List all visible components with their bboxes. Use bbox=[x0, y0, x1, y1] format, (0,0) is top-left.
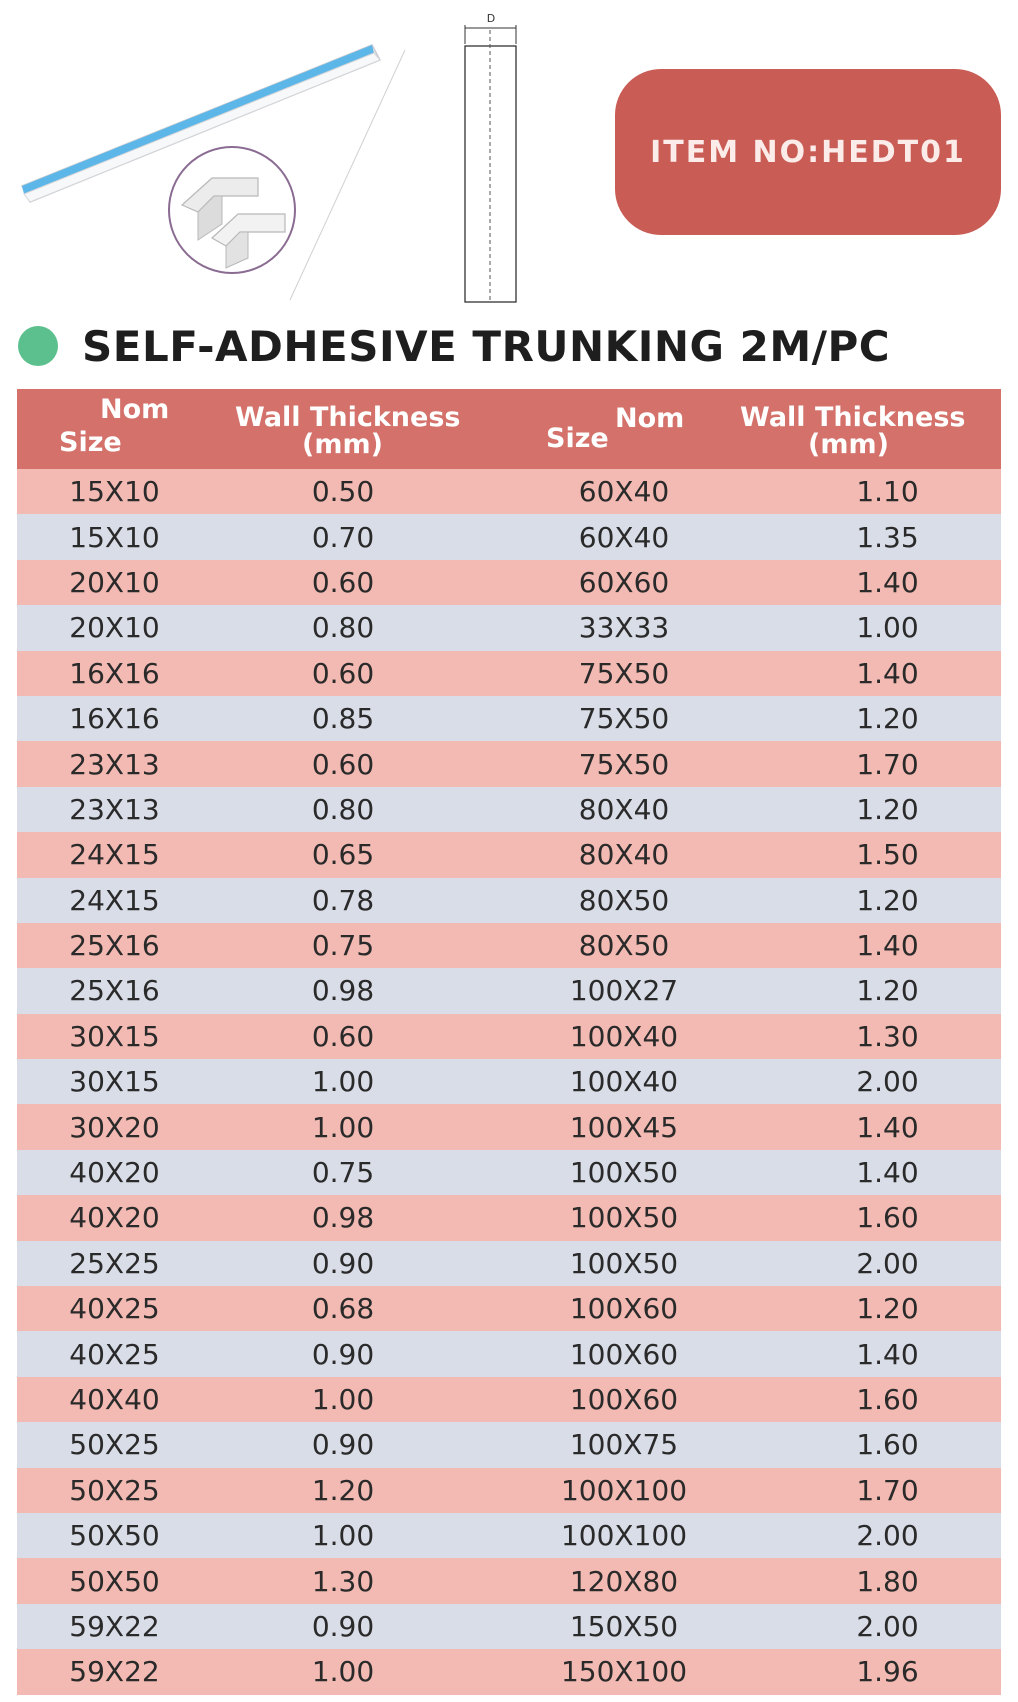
left-size-cell: 20X10 bbox=[69, 565, 160, 599]
right-thickness-cell: 1.96 bbox=[856, 1655, 919, 1689]
right-thickness-cell: 1.30 bbox=[856, 1019, 919, 1053]
left-size-cell: 50X25 bbox=[69, 1473, 160, 1507]
left-thickness-cell: 1.00 bbox=[311, 1110, 375, 1144]
right-thickness-cell: 1.35 bbox=[856, 520, 919, 554]
left-thickness-cell: 0.60 bbox=[311, 747, 375, 781]
left-thickness-cell: 0.68 bbox=[311, 1292, 375, 1326]
left-size-cell: 40X25 bbox=[69, 1337, 160, 1371]
left-thickness-cell: 0.60 bbox=[311, 1019, 375, 1053]
left-size-cell: 40X20 bbox=[69, 1156, 160, 1190]
right-thickness-cell: 1.40 bbox=[856, 1337, 919, 1371]
table-row bbox=[17, 1014, 1001, 1059]
left-size-cell: 40X20 bbox=[69, 1201, 160, 1235]
table-row bbox=[17, 560, 1001, 605]
left-size-cell: 50X50 bbox=[69, 1519, 160, 1553]
table-row bbox=[17, 1604, 1001, 1649]
right-size-cell: 100X60 bbox=[569, 1292, 679, 1326]
right-thickness-cell: 1.70 bbox=[856, 1473, 919, 1507]
table-row bbox=[17, 1513, 1001, 1558]
table-row bbox=[17, 1331, 1001, 1376]
left-thickness-cell: 1.00 bbox=[311, 1383, 375, 1416]
left-size-cell: 30X15 bbox=[69, 1065, 160, 1099]
right-thickness-cell: 1.40 bbox=[856, 929, 919, 963]
right-size-cell: 80X40 bbox=[578, 838, 670, 872]
left-size-cell: 40X25 bbox=[69, 1292, 160, 1326]
table-row bbox=[17, 1150, 1001, 1195]
left-thickness-cell: 0.98 bbox=[311, 974, 375, 1008]
left-thickness-cell: 0.90 bbox=[311, 1246, 375, 1280]
right-thickness-cell: 1.20 bbox=[856, 702, 919, 736]
right-size-cell: 80X50 bbox=[578, 929, 670, 963]
left-size-cell: 20X10 bbox=[69, 611, 160, 645]
header-right-nom: Nom bbox=[615, 403, 685, 434]
right-size-cell: 60X40 bbox=[578, 475, 670, 509]
left-thickness-cell: 0.60 bbox=[311, 565, 375, 599]
left-thickness-cell: 0.90 bbox=[311, 1609, 375, 1643]
left-thickness-cell: 0.98 bbox=[311, 1201, 375, 1235]
table-row bbox=[17, 1241, 1001, 1286]
table-row bbox=[17, 1286, 1001, 1331]
left-size-cell: 50X50 bbox=[69, 1564, 160, 1598]
header-right-wall-thickness: Wall Thickness bbox=[740, 402, 966, 433]
table-row bbox=[17, 787, 1001, 832]
right-size-cell: 100X60 bbox=[569, 1337, 679, 1371]
right-size-cell: 75X50 bbox=[578, 747, 670, 781]
right-thickness-cell: 2.00 bbox=[856, 1519, 919, 1553]
left-thickness-cell: 1.20 bbox=[311, 1473, 375, 1507]
table-row bbox=[17, 1422, 1001, 1467]
left-size-cell: 30X20 bbox=[69, 1110, 160, 1144]
left-thickness-cell: 1.00 bbox=[311, 1519, 375, 1553]
right-thickness-cell: 1.80 bbox=[856, 1564, 919, 1598]
table-row bbox=[17, 605, 1001, 650]
left-size-cell: 24X15 bbox=[69, 883, 160, 917]
left-size-cell: 30X15 bbox=[69, 1019, 160, 1053]
table-header bbox=[17, 389, 1001, 469]
left-thickness-cell: 0.50 bbox=[311, 475, 375, 509]
right-thickness-cell: 1.20 bbox=[856, 974, 919, 1008]
left-thickness-cell: 1.30 bbox=[311, 1564, 375, 1598]
table-row bbox=[17, 878, 1001, 923]
left-size-cell: 40X40 bbox=[69, 1383, 160, 1416]
table-row bbox=[17, 469, 1001, 514]
left-size-cell: 24X15 bbox=[69, 838, 160, 872]
right-thickness-cell: 2.00 bbox=[856, 1065, 919, 1099]
right-size-cell: 60X40 bbox=[578, 520, 670, 554]
right-thickness-cell: 1.20 bbox=[856, 1292, 919, 1326]
left-thickness-cell: 1.00 bbox=[311, 1065, 375, 1099]
right-size-cell: 100X27 bbox=[569, 974, 679, 1008]
left-size-cell: 50X25 bbox=[69, 1428, 160, 1462]
header-right-unit: (mm) bbox=[808, 429, 889, 460]
right-size-cell: 100X40 bbox=[569, 1065, 679, 1099]
right-size-cell: 100X45 bbox=[569, 1110, 679, 1144]
left-size-cell: 25X25 bbox=[69, 1246, 160, 1280]
header-left-unit: (mm) bbox=[302, 429, 383, 460]
right-thickness-cell: 1.40 bbox=[856, 1156, 919, 1190]
right-size-cell: 60X60 bbox=[578, 565, 670, 599]
left-thickness-cell: 0.65 bbox=[311, 838, 375, 872]
page-title: SELF-ADHESIVE TRUNKING 2M/PC bbox=[82, 321, 891, 371]
left-size-cell: 15X10 bbox=[69, 520, 160, 554]
right-thickness-cell: 1.20 bbox=[856, 792, 919, 826]
table-row bbox=[17, 968, 1001, 1013]
left-thickness-cell: 0.90 bbox=[311, 1428, 375, 1462]
table-row bbox=[17, 651, 1001, 696]
spec-table bbox=[17, 389, 1001, 1695]
item-number-text: ITEM NO:HEDT01 bbox=[650, 134, 966, 170]
right-size-cell: 100X100 bbox=[560, 1473, 688, 1507]
table-row bbox=[17, 1377, 1001, 1422]
right-thickness-cell: 2.00 bbox=[856, 1609, 919, 1643]
green-bullet-icon bbox=[18, 326, 58, 366]
right-thickness-cell: 1.70 bbox=[856, 747, 919, 781]
right-thickness-cell: 1.20 bbox=[856, 883, 919, 917]
table-row bbox=[17, 1059, 1001, 1104]
left-thickness-cell: 0.75 bbox=[311, 929, 375, 963]
right-thickness-cell: 1.10 bbox=[856, 475, 919, 509]
left-thickness-cell: 0.70 bbox=[311, 520, 375, 554]
left-size-cell: 25X16 bbox=[69, 974, 160, 1008]
table-row bbox=[17, 1558, 1001, 1603]
table-row bbox=[17, 1649, 1001, 1694]
right-thickness-cell: 1.60 bbox=[856, 1383, 919, 1416]
right-size-cell: 75X50 bbox=[578, 656, 670, 690]
right-size-cell: 100X50 bbox=[569, 1246, 679, 1280]
header-right-size: Size bbox=[546, 423, 609, 454]
table-row bbox=[17, 832, 1001, 877]
left-size-cell: 16X16 bbox=[69, 656, 160, 690]
right-thickness-cell: 1.40 bbox=[856, 656, 919, 690]
dimension-label-d: D bbox=[486, 12, 496, 25]
right-thickness-cell: 1.40 bbox=[856, 565, 919, 599]
header-left-wall-thickness: Wall Thickness bbox=[235, 402, 461, 433]
left-thickness-cell: 0.90 bbox=[311, 1337, 375, 1371]
right-size-cell: 100X60 bbox=[569, 1383, 679, 1416]
right-thickness-cell: 1.60 bbox=[856, 1201, 919, 1235]
left-thickness-cell: 1.00 bbox=[311, 1655, 375, 1689]
right-thickness-cell: 1.60 bbox=[856, 1428, 919, 1462]
left-size-cell: 59X22 bbox=[69, 1655, 160, 1689]
right-thickness-cell: 1.40 bbox=[856, 1110, 919, 1144]
right-size-cell: 100X40 bbox=[569, 1019, 679, 1053]
header-left-size: Size bbox=[59, 427, 122, 458]
right-size-cell: 100X75 bbox=[569, 1428, 679, 1462]
right-size-cell: 150X100 bbox=[560, 1655, 688, 1689]
left-thickness-cell: 0.80 bbox=[311, 611, 375, 645]
right-thickness-cell: 2.00 bbox=[856, 1246, 919, 1280]
left-size-cell: 23X13 bbox=[69, 747, 160, 781]
right-size-cell: 100X100 bbox=[560, 1519, 688, 1553]
right-size-cell: 100X50 bbox=[569, 1156, 679, 1190]
left-thickness-cell: 0.80 bbox=[311, 792, 375, 826]
right-thickness-cell: 1.00 bbox=[856, 611, 919, 645]
left-size-cell: 59X22 bbox=[69, 1609, 160, 1643]
table-row bbox=[17, 741, 1001, 786]
header-left-nom: Nom bbox=[100, 394, 170, 425]
right-thickness-cell: 1.50 bbox=[856, 838, 919, 872]
right-size-cell: 150X50 bbox=[569, 1609, 679, 1643]
item-number-badge bbox=[615, 69, 1001, 235]
dimension-drawing bbox=[465, 12, 516, 302]
left-size-cell: 23X13 bbox=[69, 792, 160, 826]
left-size-cell: 25X16 bbox=[69, 929, 160, 963]
right-size-cell: 80X40 bbox=[578, 792, 670, 826]
title-row bbox=[18, 318, 890, 374]
table-row bbox=[17, 1104, 1001, 1149]
left-size-cell: 15X10 bbox=[69, 475, 160, 509]
left-size-cell: 16X16 bbox=[69, 702, 160, 736]
right-size-cell: 75X50 bbox=[578, 702, 670, 736]
left-thickness-cell: 0.78 bbox=[311, 883, 375, 917]
table-row bbox=[17, 514, 1001, 559]
left-thickness-cell: 0.85 bbox=[311, 702, 375, 736]
cross-section-zoom-image bbox=[169, 147, 295, 273]
table-row bbox=[17, 923, 1001, 968]
table-row bbox=[17, 696, 1001, 741]
table-row bbox=[17, 1468, 1001, 1513]
left-thickness-cell: 0.75 bbox=[311, 1156, 375, 1190]
table-row bbox=[17, 1195, 1001, 1240]
table-body bbox=[17, 469, 1001, 1695]
right-size-cell: 120X80 bbox=[569, 1564, 679, 1598]
right-size-cell: 33X33 bbox=[578, 611, 670, 645]
left-thickness-cell: 0.60 bbox=[311, 656, 375, 690]
right-size-cell: 80X50 bbox=[578, 883, 670, 917]
right-size-cell: 100X50 bbox=[569, 1201, 679, 1235]
